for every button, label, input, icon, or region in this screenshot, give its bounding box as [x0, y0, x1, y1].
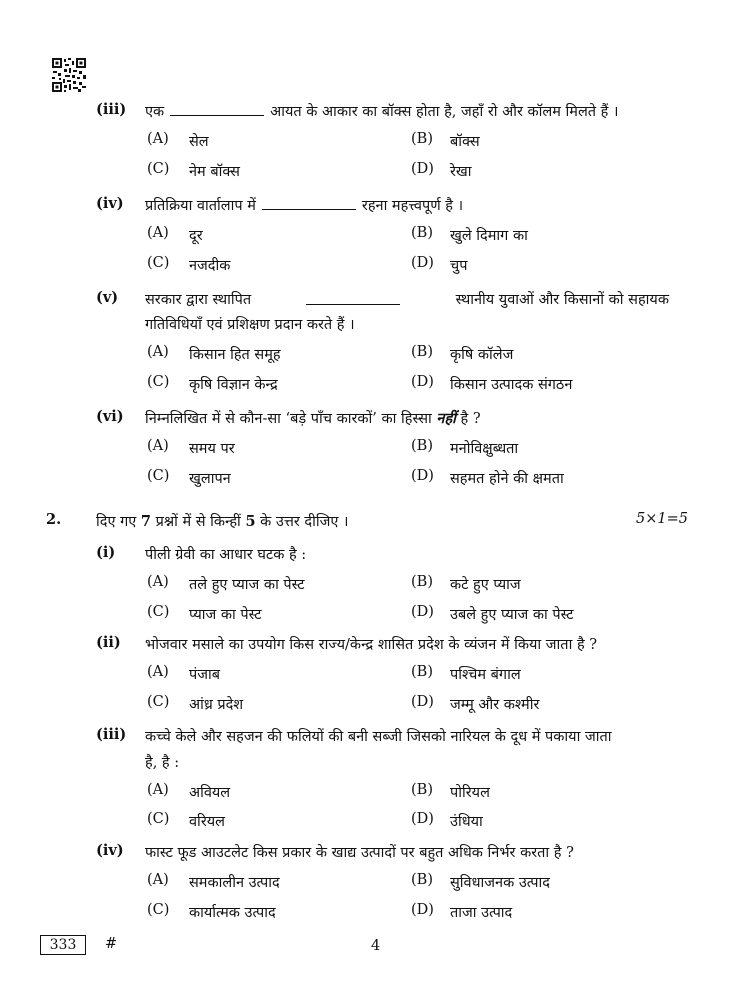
option-text: तले हुए प्याज का पेस्ट: [189, 577, 305, 593]
question-number: (v): [96, 289, 119, 306]
option-label: (A): [147, 782, 169, 798]
question-text-line2: है, है :: [145, 755, 180, 771]
option-text: उंधिया: [450, 814, 483, 830]
question-number: (i): [96, 544, 116, 561]
footer-hash: #: [105, 936, 118, 952]
option-text: अवियल: [189, 785, 231, 801]
option-text: नेम बॉक्स: [189, 164, 240, 180]
question-text-end: है ?: [460, 411, 481, 427]
page-number: 4: [371, 938, 381, 954]
option-label: (D): [411, 161, 434, 177]
option-text: रेखा: [450, 164, 472, 180]
option-label: (A): [147, 438, 169, 454]
option-label: (C): [147, 604, 170, 620]
option-label: (C): [147, 374, 170, 390]
instruction-part: दिए गए: [96, 514, 137, 530]
option-text: दूर: [189, 228, 203, 244]
question-text: फास्ट फूड आउटलेट किस प्रकार के खाद्य उत्पादों पर बहुत अधिक निर्भर करता है ?: [145, 845, 574, 861]
main-question-number: 2.: [46, 511, 62, 528]
question-text-line2: गतिविधियाँ एवं प्रशिक्षण प्रदान करते हैं ।: [145, 317, 355, 333]
option-text: वरियल: [189, 814, 225, 830]
option-label: (B): [411, 782, 433, 798]
option-text: नजदीक: [189, 258, 231, 274]
option-label: (B): [411, 438, 433, 454]
option-label: (D): [411, 255, 434, 271]
option-text: किसान उत्पादक संगठन: [450, 377, 573, 393]
option-text: बॉक्स: [450, 134, 480, 150]
option-text: पंजाब: [189, 667, 221, 683]
option-label: (B): [411, 872, 433, 888]
option-label: (C): [147, 161, 170, 177]
option-label: (D): [411, 902, 434, 918]
question-text-start: सरकार द्वारा स्थापित: [145, 292, 252, 308]
option-text: खुलापन: [189, 471, 231, 487]
option-label: (A): [147, 344, 169, 360]
option-text: कार्यात्मक उत्पाद: [189, 905, 276, 921]
option-label: (A): [147, 574, 169, 590]
option-text: कृषि विज्ञान केन्द्र: [189, 377, 278, 393]
option-label: (A): [147, 872, 169, 888]
option-text: उबले हुए प्याज का पेस्ट: [450, 607, 574, 623]
option-text: खुले दिमाग का: [450, 228, 528, 244]
question-number: (iii): [96, 101, 127, 118]
instruction-part: प्रश्नों में से किन्हीं: [155, 514, 241, 530]
instruction-number: 7: [140, 513, 151, 530]
option-label: (C): [147, 902, 170, 918]
option-text: पोरियल: [450, 785, 490, 801]
question-text-start: प्रतिक्रिया वार्तालाप में: [145, 198, 256, 214]
question-number: (iii): [96, 726, 127, 743]
paper-code-box: 333: [40, 935, 86, 955]
option-label: (D): [411, 374, 434, 390]
question-text-end: रहना महत्त्वपूर्ण है ।: [361, 198, 464, 214]
option-label: (C): [147, 255, 170, 271]
option-label: (B): [411, 664, 433, 680]
option-label: (D): [411, 811, 434, 827]
question-text: [145, 289, 669, 309]
option-text: किसान हित समूह: [189, 347, 281, 363]
option-text: पश्चिम बंगाल: [450, 667, 521, 683]
question-number: (iv): [96, 195, 124, 212]
marks: 5×1=5: [636, 511, 688, 527]
option-label: (C): [147, 811, 170, 827]
option-label: (B): [411, 574, 433, 590]
option-label: (D): [411, 604, 434, 620]
qr-code: [52, 58, 86, 92]
instruction-part: के उत्तर दीजिए ।: [260, 514, 349, 530]
option-text: समय पर: [189, 441, 235, 457]
option-text: आंध्र प्रदेश: [189, 697, 244, 713]
question-text-start: एक: [145, 104, 165, 120]
question-text: पीली ग्रेवी का आधार घटक है :: [145, 547, 307, 563]
question-number: (ii): [96, 634, 121, 651]
question-text-end: आयत के आकार का बॉक्स होता है, जहाँ रो और कॉलम मिलते हैं ।: [270, 104, 619, 120]
option-label: (A): [147, 664, 169, 680]
main-question-text: [96, 511, 348, 531]
fill-blank: [306, 303, 400, 305]
option-text: चुप: [450, 258, 468, 274]
fill-blank: [262, 208, 356, 210]
option-label: (C): [147, 468, 170, 484]
option-text: सेल: [189, 134, 209, 150]
instruction-number: 5: [245, 513, 256, 530]
question-text: [145, 195, 463, 215]
option-text: सुविधाजनक उत्पाद: [450, 875, 550, 891]
question-text-end: स्थानीय युवाओं और किसानों को सहायक: [455, 292, 669, 308]
option-label: (B): [411, 131, 433, 147]
question-text: कच्चे केले और सहजन की फलियों की बनी सब्जी जिसको नारियल के दूध में पकाया जाता: [145, 729, 612, 745]
question-number: (iv): [96, 842, 124, 859]
option-text: कृषि कॉलेज: [450, 347, 514, 363]
option-text: प्याज का पेस्ट: [189, 607, 262, 623]
question-text: [145, 101, 618, 121]
question-text: [145, 408, 481, 428]
option-label: (C): [147, 694, 170, 710]
option-label: (D): [411, 694, 434, 710]
option-text: समकालीन उत्पाद: [189, 875, 280, 891]
option-label: (B): [411, 225, 433, 241]
option-text: ताजा उत्पाद: [450, 905, 513, 921]
fill-blank: [170, 114, 264, 116]
option-text: जम्मू और कश्मीर: [450, 697, 540, 713]
emphasis-not: नहीं: [436, 410, 456, 427]
option-label: (D): [411, 468, 434, 484]
question-number: (vi): [96, 408, 124, 425]
option-label: (A): [147, 131, 169, 147]
question-text-start: निम्नलिखित में से कौन-सा ‘बड़े पाँच कारकों’ का हिस्सा: [145, 411, 432, 427]
option-text: मनोविक्षुब्धता: [450, 441, 519, 457]
question-text: भोजवार मसाले का उपयोग किस राज्य/केन्द्र शासित प्रदेश के व्यंजन में किया जाता है ?: [145, 637, 598, 653]
option-label: (B): [411, 344, 433, 360]
option-text: सहमत होने की क्षमता: [450, 471, 564, 487]
option-text: कटे हुए प्याज: [450, 577, 521, 593]
option-label: (A): [147, 225, 169, 241]
